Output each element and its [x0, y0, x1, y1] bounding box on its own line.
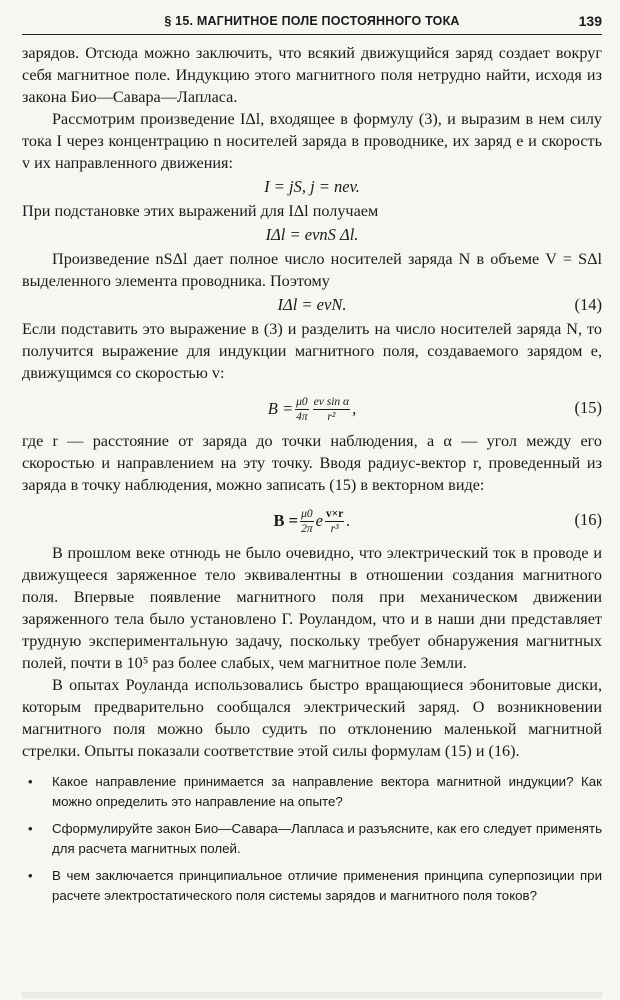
equation-16-tail: . [346, 511, 351, 531]
equation-15-tail: , [352, 399, 357, 419]
paragraph-3: При подстановке этих выражений для IΔl получаем [22, 202, 379, 220]
review-questions [22, 772, 602, 906]
equation-16 [22, 500, 602, 540]
equation-current-density: I = jS, j = nev. [264, 177, 360, 196]
bullet-icon: • [28, 868, 33, 883]
equation-16-charge: e [315, 511, 323, 531]
equation-16-number: (16) [574, 510, 602, 529]
fraction-ev-sin-over-r2 [313, 395, 350, 424]
fraction-mu0-over-4pi [295, 395, 309, 424]
fraction-numerator: ev sin α [313, 395, 350, 408]
question-text: В чем заключается принципиальное отличие применения принципа суперпозиции при расчете электростатического поля системы зарядов и магнитного поля токов? [52, 868, 602, 903]
equation-15-number: (15) [574, 398, 602, 417]
fraction-denominator: 4π [296, 410, 308, 423]
equation-14-number: (14) [574, 295, 602, 314]
fraction-numerator: μ0 [296, 395, 308, 408]
paragraph-4: Произведение nSΔl дает полное число носителей заряда N в объеме V = SΔl выделенного элемента проводника. Поэтому [22, 250, 602, 290]
fraction-denominator: r² [327, 410, 336, 423]
fraction-numerator: μ0 [301, 507, 313, 520]
running-header [22, 12, 602, 35]
section-title: § 15. МАГНИТНОЕ ПОЛЕ ПОСТОЯННОГО ТОКА [164, 14, 460, 28]
fraction-mu0-over-2pi [300, 507, 314, 536]
equation-16-lhs: B = [273, 511, 299, 531]
paragraph-5: Если подставить это выражение в (3) и разделить на число носителей заряда N, то получится выражение для индукции магнитного поля, создаваемого зарядом e, движущимся со скоростью v: [22, 320, 602, 382]
list-item [22, 866, 602, 906]
question-text: Сформулируйте закон Био—Савара—Лапласа и разъясните, как его следует применять для расчета магнитных полей. [52, 821, 602, 856]
bullet-icon: • [28, 774, 33, 789]
paragraph-1: зарядов. Отсюда можно заключить, что всякий движущийся заряд создает вокруг себя магнитное поле. Индукцию этого магнитного поля нетрудно найти, исходя из закона Био—Савара—Лапласа. [22, 44, 602, 106]
paragraph-2: Рассмотрим произведение IΔl, входящее в формулу (3), и выразим в нем силу тока I через концентрацию n носителей заряда в проводнике, их заряд e и скорость v их направленного движения: [22, 110, 602, 172]
equation-14-body: IΔl = evN. [277, 295, 347, 314]
equation-15-lhs: B = [267, 399, 294, 419]
page-number: 139 [578, 13, 602, 29]
equation-15 [22, 388, 602, 428]
fraction-denominator: 2π [301, 522, 313, 535]
equation-16-formula [274, 507, 351, 536]
bullet-icon: • [28, 821, 33, 836]
equation-15-formula [268, 395, 356, 424]
paragraph-8: В опытах Роуланда использовались быстро вращающиеся эбонитовые диски, которым предварительно сообщался электрический заряд. О возникновении магнитного поля можно было судить по отклонению маленькой магнитной стрелки. Опыты показали соответствие этой силы формулам (15) и (16). [22, 676, 602, 760]
fraction-denominator: r³ [330, 522, 339, 535]
fraction-numerator: v×r [325, 507, 344, 520]
paragraph-7: В прошлом веке отнюдь не было очевидно, что электрический ток в проводе и движущееся заряженное тело эквивалентны в отношении создания магнитного поля. Впервые появление магнитного поля при механическом движении заряженного тела было установлено Г. Роуландом, что и в наши дни представляет трудную экспериментальную задачу, поскольку требует обнаружения магнитных полей, почти в 10⁵ раз более слабых, чем магнитное поле Земли. [22, 544, 602, 672]
list-item [22, 772, 602, 812]
paragraph-6: где r — расстояние от заряда до точки наблюдения, а α — угол между его скоростью и направлением на эту точку. Вводя радиус-вектор r, проведенный из заряда в точку наблюдения, можно записать (15) в векторном виде: [22, 432, 602, 494]
question-text: Какое направление принимается за направление вектора магнитной индукции? Как можно определить это направление на опыте? [52, 774, 602, 809]
list-item [22, 819, 602, 859]
fraction-cross-product-over-r3 [325, 507, 344, 536]
page-bottom-strip [22, 992, 602, 998]
equation-14 [22, 294, 602, 316]
equation-i-delta-l: IΔl = evnS Δl. [265, 225, 359, 244]
